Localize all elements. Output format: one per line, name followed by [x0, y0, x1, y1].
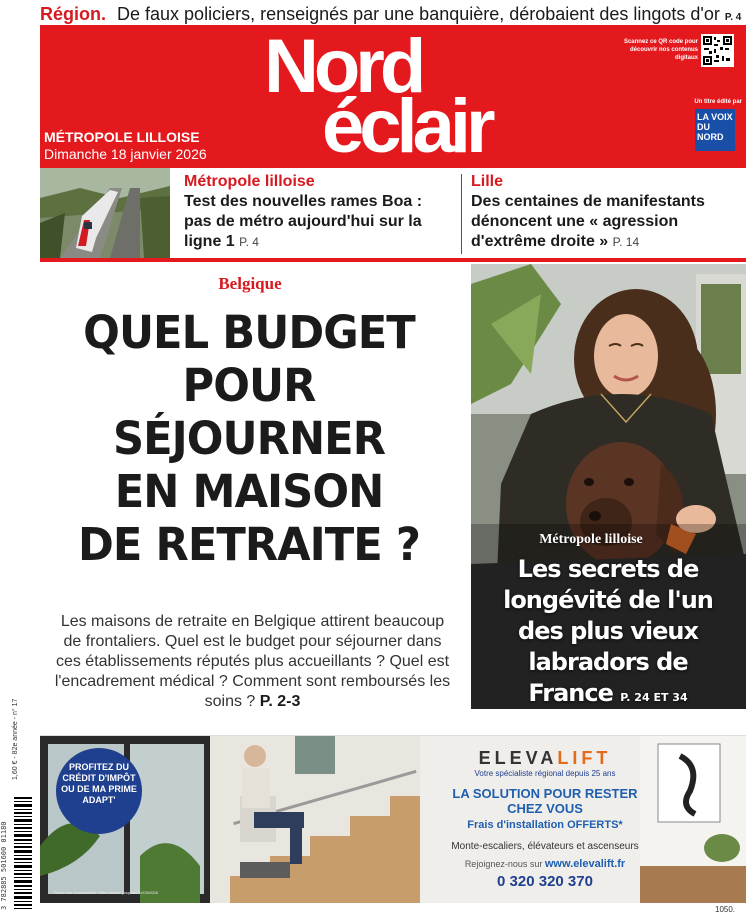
- publisher-label: Un titre édité par: [694, 99, 742, 105]
- photo-page: P. 24 ET 34: [620, 691, 688, 704]
- price-info: 1,60 € - 82e année - n° 17: [12, 698, 19, 780]
- photo-story[interactable]: [471, 264, 746, 709]
- headline-line: DE RETRAITE ?: [77, 518, 421, 571]
- headline-line: POUR: [182, 359, 316, 412]
- ad-products: Monte-escaliers, élévateurs et ascenseurs: [451, 841, 639, 852]
- ad-disclaimer: Photo non contractuelle. Offre valable jusqu'au 31/03/2026: [54, 890, 158, 895]
- brand-part1: ELEVA: [478, 748, 558, 768]
- news-headline-text: Test des nouvelles rames Boa : pas de métro aujourd'hui sur la ligne 1: [184, 193, 423, 250]
- teaser-text: De faux policiers, renseignés par une banquière, dérobaient des lingots d'or: [117, 4, 720, 24]
- teaser-page: P. 4: [724, 12, 742, 23]
- ad-tagline: Votre spécialiste régional depuis 25 ans: [474, 769, 616, 778]
- main-standfirst: [50, 612, 455, 712]
- edition-name: MÉTROPOLE LILLOISE: [44, 129, 200, 145]
- photo-kicker: Métropole lilloise: [539, 532, 643, 547]
- logo-line-1: Nord: [264, 24, 422, 109]
- ad-scene-image: [40, 736, 746, 903]
- secondary-news-row: [40, 168, 746, 258]
- column-divider: [461, 174, 462, 254]
- ad-offer: Frais d'installation OFFERTS*: [467, 819, 623, 831]
- news-headline: [184, 192, 452, 252]
- ad-phone[interactable]: 0 320 320 370: [497, 873, 593, 890]
- qr-caption: Scannez ce QR code pour découvrir nos contenus digitaux: [623, 39, 698, 61]
- logo-line-2: éclair: [322, 84, 491, 169]
- metro-train-photo[interactable]: [40, 168, 170, 258]
- tax-credit-badge: PROFITEZ DU CRÉDIT D'IMPÔT OU DE MA PRIME ADAPT': [56, 748, 142, 834]
- ad-website[interactable]: [450, 858, 640, 870]
- main-headline[interactable]: [44, 306, 454, 571]
- news-page: P. 4: [239, 235, 259, 249]
- standfirst-text: Les maisons de retraite en Belgique attirent beaucoup de frontaliers. Quel est le budget pour séjourner dans ces établissements réputés plus accueillants ? Quel est l'encadrement médical ? Comment sont remboursés les soins ?: [54, 613, 451, 710]
- teaser-rubric: Région.: [40, 4, 106, 24]
- standfirst-page: P. 2-3: [259, 693, 301, 710]
- ad-brand: [450, 748, 640, 769]
- news-headline-text: Des centaines de manifestants dénoncent une « agression d'extrême droite »: [471, 193, 705, 250]
- main-kicker: Belgique: [218, 274, 282, 293]
- barcode-number: 3 782885 501600 01180: [0, 821, 8, 910]
- newspaper-logo[interactable]: [262, 24, 532, 169]
- qr-code-icon[interactable]: [701, 34, 734, 67]
- news-kicker: Lille: [471, 173, 504, 190]
- top-teaser[interactable]: [40, 4, 746, 26]
- headline-line: SÉJOURNER: [112, 412, 386, 465]
- news-kicker: Métropole lilloise: [184, 173, 315, 190]
- headline-line: EN MAISON: [114, 465, 384, 518]
- photo-headline-text: Les secrets de longévité de l'un des plus vieux labradors de France: [503, 555, 713, 707]
- ad-headline: LA SOLUTION POUR RESTER CHEZ VOUS: [452, 786, 638, 816]
- section-rule: [40, 258, 746, 262]
- barcode-icon: [4, 795, 34, 911]
- brand-part2: LIFT: [557, 748, 612, 768]
- edition-block: [44, 129, 264, 162]
- issue-number: 1050.: [715, 905, 736, 914]
- news-item-lille[interactable]: [471, 172, 746, 252]
- masthead: [40, 25, 746, 168]
- photo-headline: [483, 554, 733, 709]
- news-page: P. 14: [612, 235, 640, 249]
- news-item-metro[interactable]: [184, 172, 452, 252]
- advertisement[interactable]: [40, 735, 746, 903]
- headline-line: QUEL BUDGET: [83, 306, 415, 359]
- news-headline: [471, 192, 746, 252]
- ad-website-prefix: Rejoignez-nous sur: [464, 859, 543, 869]
- edition-date: Dimanche 18 janvier 2026: [44, 146, 207, 162]
- publisher-logo[interactable]: LA VOIX DU NORD: [695, 109, 735, 151]
- ad-website-url[interactable]: www.elevalift.fr: [544, 858, 626, 870]
